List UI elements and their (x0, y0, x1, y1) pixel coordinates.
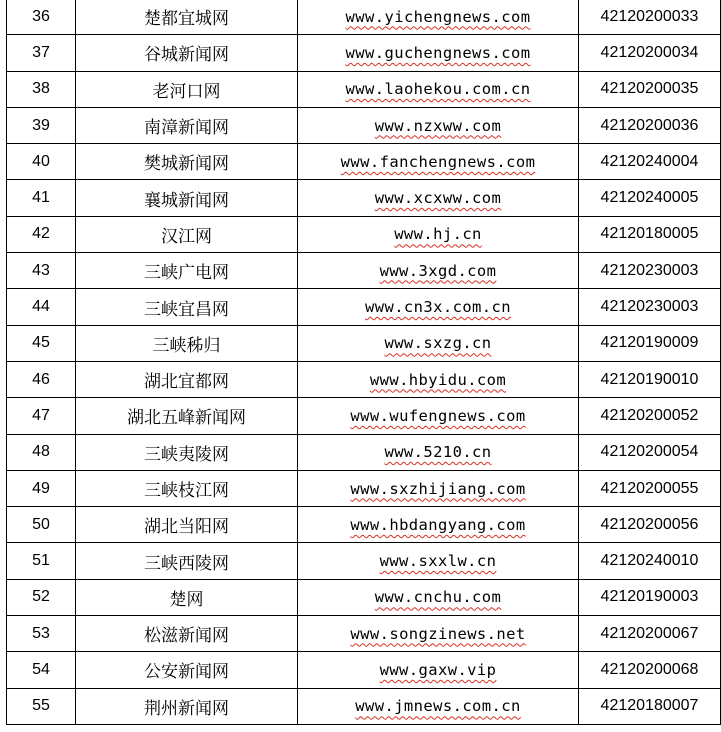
row-index: 39 (7, 107, 76, 143)
site-url[interactable]: www.xcxww.com (374, 189, 502, 208)
row-index: 50 (7, 507, 76, 543)
row-index: 55 (7, 688, 76, 724)
site-url[interactable]: www.sxxlw.cn (379, 552, 497, 571)
site-url-cell (298, 652, 579, 688)
row-index: 38 (7, 71, 76, 107)
site-name: 襄城新闻网 (76, 180, 298, 216)
registration-code: 42120200055 (579, 470, 721, 506)
registration-code: 42120180005 (579, 216, 721, 252)
table-row (7, 253, 721, 289)
row-index: 51 (7, 543, 76, 579)
table-row (7, 107, 721, 143)
site-name: 湖北宜都网 (76, 361, 298, 397)
site-name: 三峡秭归 (76, 325, 298, 361)
registration-code: 42120200033 (579, 0, 721, 35)
site-url-cell (298, 216, 579, 252)
site-url[interactable]: www.cnchu.com (374, 588, 502, 607)
site-url[interactable]: www.hbyidu.com (369, 370, 507, 389)
site-name: 三峡广电网 (76, 253, 298, 289)
table-row (7, 361, 721, 397)
site-name: 三峡枝江网 (76, 470, 298, 506)
registration-code: 42120240010 (579, 543, 721, 579)
site-name: 楚都宜城网 (76, 0, 298, 35)
site-url-cell (298, 543, 579, 579)
site-url[interactable]: www.guchengnews.com (345, 43, 531, 62)
site-url-cell (298, 434, 579, 470)
site-url[interactable]: www.yichengnews.com (345, 7, 531, 26)
site-name: 三峡西陵网 (76, 543, 298, 579)
row-index: 41 (7, 180, 76, 216)
registration-code: 42120200034 (579, 35, 721, 71)
table (6, 0, 721, 725)
site-url[interactable]: www.gaxw.vip (379, 660, 497, 679)
table-row (7, 144, 721, 180)
table-row (7, 398, 721, 434)
table-row (7, 507, 721, 543)
table-body (7, 0, 721, 724)
site-url[interactable]: www.jmnews.com.cn (355, 697, 521, 716)
site-url[interactable]: www.cn3x.com.cn (365, 298, 511, 317)
site-url-cell (298, 398, 579, 434)
site-name: 松滋新闻网 (76, 616, 298, 652)
site-url-cell (298, 470, 579, 506)
row-index: 44 (7, 289, 76, 325)
site-name: 汉江网 (76, 216, 298, 252)
registration-code: 42120240004 (579, 144, 721, 180)
site-name: 荆州新闻网 (76, 688, 298, 724)
site-url-cell (298, 361, 579, 397)
site-name: 三峡宜昌网 (76, 289, 298, 325)
table-row (7, 0, 721, 35)
site-name: 樊城新闻网 (76, 144, 298, 180)
row-index: 37 (7, 35, 76, 71)
site-url-cell (298, 616, 579, 652)
site-url[interactable]: www.sxzg.cn (384, 334, 492, 353)
site-url-cell (298, 253, 579, 289)
table-row (7, 180, 721, 216)
row-index: 46 (7, 361, 76, 397)
row-index: 45 (7, 325, 76, 361)
registration-code: 42120200036 (579, 107, 721, 143)
site-url[interactable]: www.5210.cn (384, 443, 492, 462)
registration-code: 42120200052 (579, 398, 721, 434)
site-url-cell (298, 180, 579, 216)
registration-code: 42120200054 (579, 434, 721, 470)
site-name: 谷城新闻网 (76, 35, 298, 71)
site-url-cell (298, 325, 579, 361)
site-url-cell (298, 688, 579, 724)
table-row (7, 71, 721, 107)
registration-code: 42120200067 (579, 616, 721, 652)
website-registry-table (6, 0, 718, 725)
site-name: 三峡夷陵网 (76, 434, 298, 470)
site-name: 南漳新闻网 (76, 107, 298, 143)
site-url-cell (298, 35, 579, 71)
table-row (7, 216, 721, 252)
registration-code: 42120190003 (579, 579, 721, 615)
site-name: 老河口网 (76, 71, 298, 107)
row-index: 47 (7, 398, 76, 434)
row-index: 53 (7, 616, 76, 652)
site-url[interactable]: www.sxzhijiang.com (350, 479, 526, 498)
table-row (7, 325, 721, 361)
site-url[interactable]: www.laohekou.com.cn (345, 80, 531, 99)
site-name: 湖北五峰新闻网 (76, 398, 298, 434)
site-url-cell (298, 289, 579, 325)
table-row (7, 289, 721, 325)
table-row (7, 470, 721, 506)
site-url[interactable]: www.wufengnews.com (350, 406, 526, 425)
row-index: 54 (7, 652, 76, 688)
registration-code: 42120230003 (579, 253, 721, 289)
site-name: 公安新闻网 (76, 652, 298, 688)
registration-code: 42120200056 (579, 507, 721, 543)
table-row (7, 579, 721, 615)
site-url-cell (298, 0, 579, 35)
row-index: 40 (7, 144, 76, 180)
site-url-cell (298, 507, 579, 543)
site-url-cell (298, 144, 579, 180)
table-row (7, 616, 721, 652)
row-index: 52 (7, 579, 76, 615)
site-url[interactable]: www.songzinews.net (350, 624, 526, 643)
registration-code: 42120200068 (579, 652, 721, 688)
table-row (7, 35, 721, 71)
registration-code: 42120230003 (579, 289, 721, 325)
row-index: 43 (7, 253, 76, 289)
registration-code: 42120190009 (579, 325, 721, 361)
site-url-cell (298, 579, 579, 615)
table-row (7, 434, 721, 470)
site-name: 湖北当阳网 (76, 507, 298, 543)
row-index: 36 (7, 0, 76, 35)
site-url[interactable]: www.nzxww.com (374, 116, 502, 135)
table-row (7, 688, 721, 724)
row-index: 42 (7, 216, 76, 252)
site-url[interactable]: www.hj.cn (394, 225, 482, 244)
site-url[interactable]: www.3xgd.com (379, 261, 497, 280)
table-row (7, 543, 721, 579)
site-url-cell (298, 71, 579, 107)
site-name: 楚网 (76, 579, 298, 615)
site-url[interactable]: www.fanchengnews.com (340, 152, 536, 171)
row-index: 48 (7, 434, 76, 470)
row-index: 49 (7, 470, 76, 506)
registration-code: 42120200035 (579, 71, 721, 107)
table-row (7, 652, 721, 688)
registration-code: 42120180007 (579, 688, 721, 724)
registration-code: 42120190010 (579, 361, 721, 397)
site-url-cell (298, 107, 579, 143)
site-url[interactable]: www.hbdangyang.com (350, 515, 526, 534)
registration-code: 42120240005 (579, 180, 721, 216)
